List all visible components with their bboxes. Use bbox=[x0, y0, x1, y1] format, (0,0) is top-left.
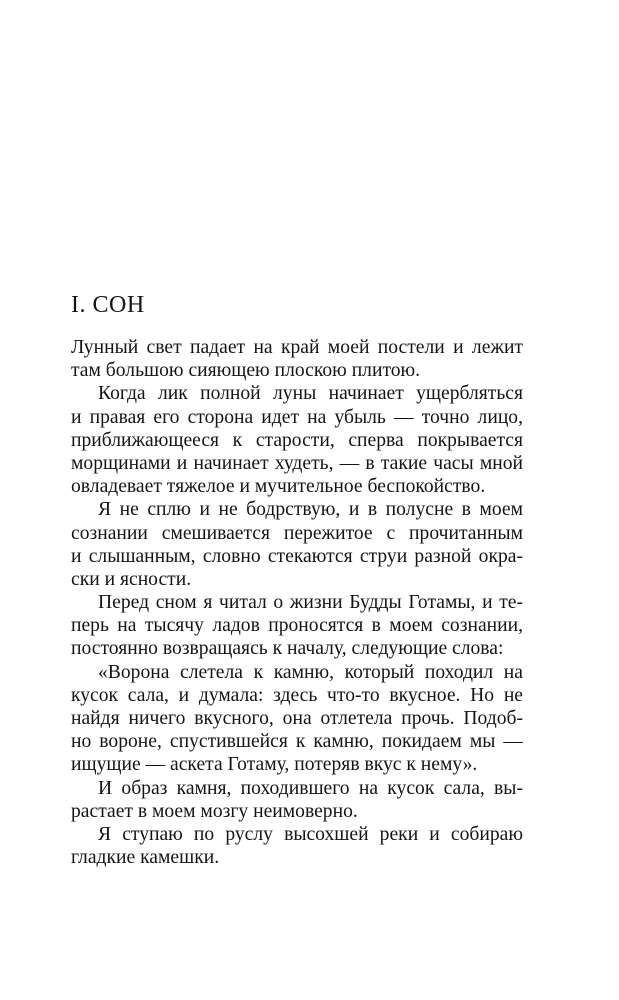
paragraph bbox=[71, 336, 523, 382]
text-line: перь на тысячу ладов проносятся в моем сознании, bbox=[71, 615, 523, 637]
paragraph bbox=[71, 823, 523, 869]
text-line: морщинами и начинает худеть, — в такие часы мной bbox=[71, 452, 523, 474]
text-line: Я ступаю по руслу высохшей реки и собираю bbox=[98, 823, 523, 845]
text-line: постоянно возвращаясь к началу, следующие слова: bbox=[71, 638, 504, 660]
text-line: Когда лик полной луны начинает ущербляться bbox=[98, 383, 523, 405]
text-line: найдя ничего вкусного, она отлетела прочь. Подоб- bbox=[71, 708, 523, 729]
text-line: Перед сном я читал о жизни Будды Готамы, и те- bbox=[98, 592, 523, 614]
paragraph bbox=[71, 661, 523, 777]
text-block bbox=[71, 290, 523, 869]
text-line: ищущие — аскета Готаму, потеряв вкус к нему». bbox=[71, 754, 478, 776]
text-line: растает в моем мозгу неимоверно. bbox=[71, 800, 358, 822]
text-line: «Ворона слетела к камню, который походил на bbox=[98, 661, 523, 683]
text-line: Лунный свет падает на край моей постели и лежит bbox=[71, 337, 523, 358]
paragraph bbox=[71, 382, 523, 498]
chapter-heading: I. СОН bbox=[71, 292, 145, 318]
paragraph bbox=[71, 498, 523, 591]
text-line: и слышанным, словно стекаются струи разной окра- bbox=[71, 545, 523, 567]
paragraph bbox=[71, 591, 523, 661]
text-line: кусок сала, и думала: здесь что-то вкусное. Но не bbox=[71, 684, 523, 706]
text-line: там большою сияющею плоскою плитою. bbox=[71, 360, 421, 382]
text-line: сознании смешивается пережитое с прочитанным bbox=[71, 522, 523, 544]
text-line: гладкие камешки. bbox=[71, 847, 220, 869]
text-line: овладевает тяжелое и мучительное беспокойство. bbox=[71, 476, 486, 498]
body-text bbox=[71, 336, 523, 869]
text-line: ски и ясности. bbox=[71, 568, 192, 590]
paragraph bbox=[71, 777, 523, 823]
text-line: и правая его сторона идет на убыль — точно лицо, bbox=[71, 406, 523, 428]
text-line: приближающееся к старости, сперва покрывается bbox=[71, 429, 523, 451]
text-line: Я не сплю и не бодрствую, и в полусне в моем bbox=[98, 499, 523, 521]
text-line: И образ камня, походившего на кусок сала, вы- bbox=[98, 777, 523, 799]
text-line: но вороне, спустившейся к камню, покидаем мы — bbox=[71, 731, 523, 753]
